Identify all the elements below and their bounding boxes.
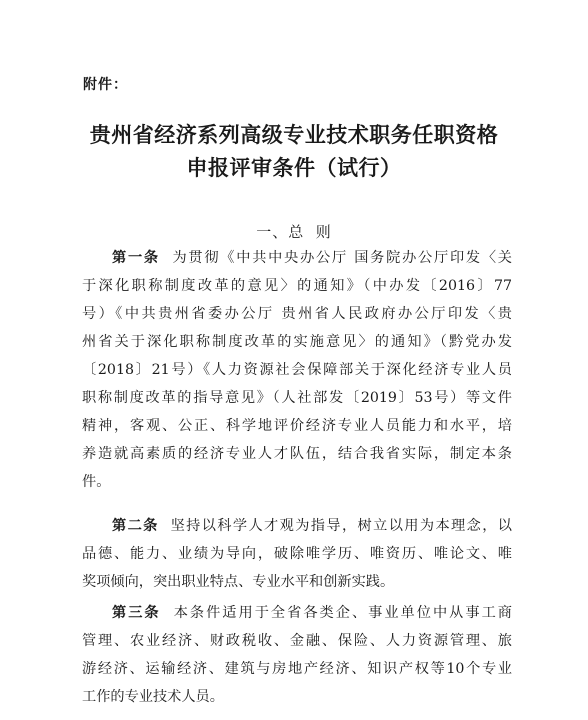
article-1-line-3: 号）《中共贵州省委办公厅 贵州省人民政府办公厅印发〈贵 bbox=[82, 306, 512, 322]
section-heading: 一、总 则 bbox=[256, 223, 332, 241]
article-1-label: 第一条 bbox=[112, 250, 160, 266]
article-3 bbox=[82, 599, 512, 711]
article-2-line-3: 奖项倾向，突出职业特点、专业水平和创新实践。 bbox=[82, 574, 395, 590]
article-1-text: 为贯彻《中共中央办公厅 国务院办公厅印发〈关 bbox=[172, 250, 512, 266]
attachment-label: 附件： bbox=[83, 77, 128, 93]
article-1-line-8: 养造就高素质的经济专业人才队伍，结合我省实际，制定本条 bbox=[82, 446, 512, 462]
article-1-line-7: 精神，客观、公正、科学地评价经济专业人员能力和水平，培 bbox=[82, 418, 512, 434]
article-2 bbox=[82, 512, 512, 596]
article-1-line-6: 职称制度改革的指导意见》（人社部发〔2019〕53号）等文件 bbox=[82, 390, 512, 406]
article-2-line-1 bbox=[82, 512, 512, 540]
document-title-line-2: 申报评审条件（试行） bbox=[186, 155, 402, 180]
article-1 bbox=[82, 244, 512, 496]
document-title-line-1: 贵州省经济系列高级专业技术职务任职资格 bbox=[89, 122, 499, 147]
article-2-label: 第二条 bbox=[112, 518, 159, 534]
article-3-text: 本条件适用于全省各类企、事业单位中从事工商 bbox=[173, 605, 512, 621]
article-2-text: 坚持以科学人才观为指导，树立以用为本理念，以 bbox=[170, 518, 512, 534]
article-1-line-9: 件。 bbox=[82, 474, 111, 490]
article-1-line-5: 〔2018〕21号）《人力资源社会保障部关于深化经济专业人员 bbox=[82, 362, 512, 378]
article-1-line-2: 于深化职称制度改革的意见〉的通知》（中办发〔2016〕77 bbox=[82, 278, 512, 294]
article-1-line-4: 州省关于深化职称制度改革的实施意见〉的通知》（黔党办发 bbox=[82, 334, 512, 350]
article-3-line-4: 工作的专业技术人员。 bbox=[82, 689, 224, 705]
article-3-label: 第三条 bbox=[112, 605, 161, 621]
article-2-line-2: 品德、能力、业绩为导向，破除唯学历、唯资历、唯论文、唯 bbox=[82, 546, 512, 562]
article-3-line-2: 管理、农业经济、财政税收、金融、保险、人力资源管理、旅 bbox=[82, 633, 512, 649]
article-3-line-1 bbox=[82, 599, 512, 627]
article-1-line-1 bbox=[82, 244, 512, 272]
article-3-line-3: 游经济、运输经济、建筑与房地产经济、知识产权等10个专业 bbox=[82, 661, 512, 677]
